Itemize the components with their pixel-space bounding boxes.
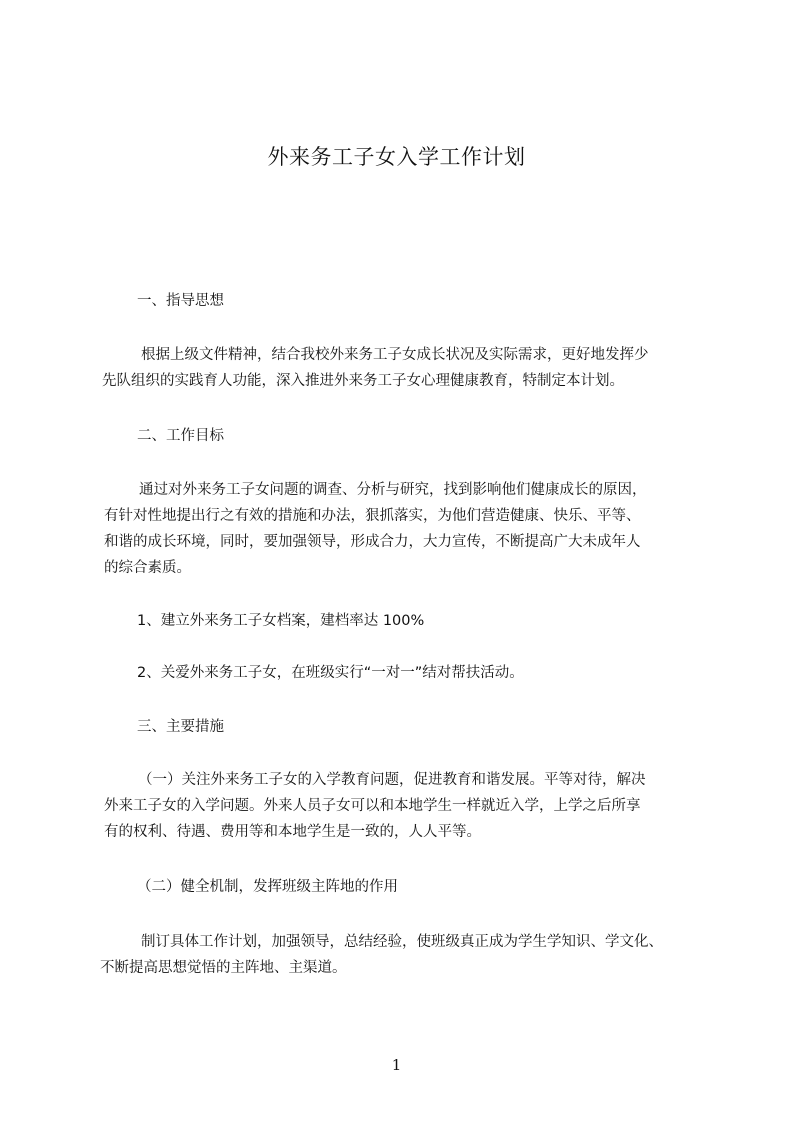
paragraph-work-goals	[104, 477, 708, 581]
paragraph-line: 的综合素质。	[104, 560, 191, 576]
paragraph-measure-two	[100, 929, 708, 981]
paragraph-line: 通过对外来务工子女问题的调查、分析与研究，找到影响他们健康成长的原因，	[139, 482, 647, 498]
paragraph-line: 有的权利、待遇、费用等和本地学生是一致的，人人平等。	[104, 824, 481, 840]
paragraph-line: （一）关注外来务工子女的入学教育问题，促进教育和谐发展。平等对待，解决	[138, 772, 646, 788]
goal-item-archive: 1、建立外来务工子女档案，建档率达 100%	[137, 613, 425, 629]
paragraph-line: 制订具体工作计划，加强领导，总结经验，使班级真正成为学生学知识、学文化、	[141, 934, 663, 950]
paragraph-line: 不断提高思想觉悟的主阵地、主渠道。	[100, 960, 347, 976]
section-heading-guiding-thought: 一、指导思想	[137, 293, 224, 309]
subheading-mechanism: （二）健全机制，发挥班级主阵地的作用	[137, 879, 398, 895]
paragraph-line: 有针对性地提出行之有效的措施和办法，狠抓落实，为他们营造健康、快乐、平等、	[104, 508, 641, 524]
goal-item-pairing: 2、关爱外来务工子女，在班级实行“一对一”结对帮扶活动。	[137, 665, 524, 681]
paragraph-measure-one	[104, 767, 708, 845]
section-heading-main-measures: 三、主要措施	[137, 719, 224, 735]
paragraph-guiding-thought	[104, 342, 708, 394]
paragraph-line: 先队组织的实践育人功能，深入推进外来务工子女心理健康教育，特制定本计划。	[102, 373, 624, 389]
page-number: 1	[391, 1056, 402, 1074]
paragraph-line: 外来工子女的入学问题。外来人员子女可以和本地学生一样就近入学，上学之后所享	[104, 798, 641, 814]
document-title: 外来务工子女入学工作计划	[267, 145, 526, 169]
section-heading-work-goals: 二、工作目标	[137, 428, 224, 444]
paragraph-line: 根据上级文件精神，结合我校外来务工子女成长状况及实际需求，更好地发挥少	[141, 347, 649, 363]
paragraph-line: 和谐的成长环境，同时，要加强领导，形成合力，大力宣传，不断提高广大未成年人	[104, 534, 641, 550]
